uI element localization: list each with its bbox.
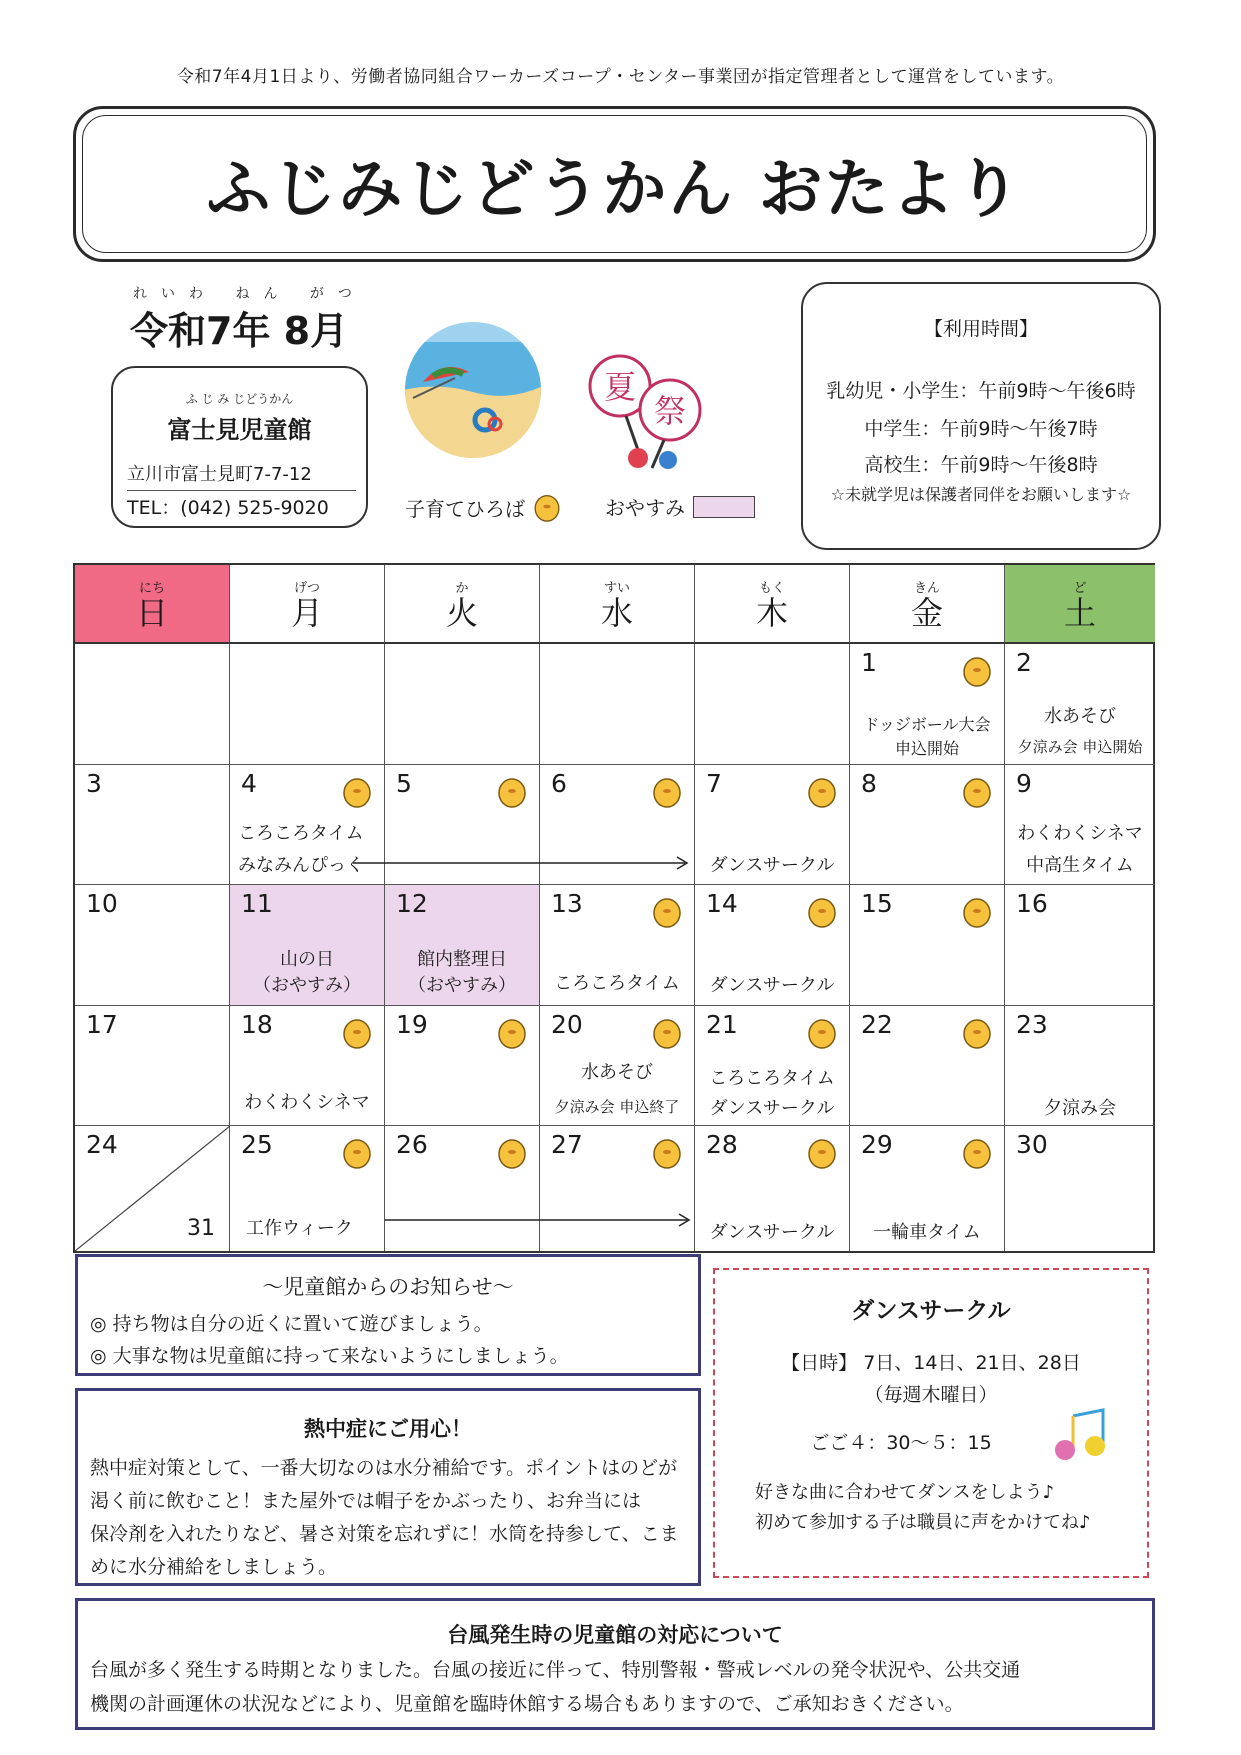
chick-icon: [497, 1136, 527, 1169]
date-ruby: れいわ ねん がつ: [133, 286, 366, 302]
title-frame: [73, 106, 1156, 262]
chick-icon: [807, 1136, 837, 1169]
calendar-cell-day-15: 15: [850, 885, 1005, 1006]
day-31: 31: [187, 1216, 215, 1241]
calendar-cell-day-30: 30: [1016, 1130, 1048, 1159]
event: 中高生タイム: [1026, 855, 1134, 876]
heatstroke-line: めに水分補給をしましょう。: [90, 1556, 338, 1578]
event: ダンスサークル: [709, 1222, 835, 1243]
calendar-cell-day-6: 6: [540, 765, 695, 885]
chick-icon: [652, 1136, 682, 1169]
chick-icon: [807, 1016, 837, 1049]
event: ダンスサークル: [709, 855, 835, 876]
facility-address: 立川市富士見町7-7-12: [127, 464, 312, 485]
calendar-cell-day-13: 13 ころころタイム: [540, 885, 695, 1006]
calendar-cell-day-3: 3: [75, 765, 230, 885]
calendar-cell-day-18: 18 わくわくシネマ: [230, 1006, 385, 1126]
event: みなみんぴっく: [238, 855, 364, 876]
event: 館内整理日: [417, 949, 507, 970]
heatstroke-line: 熱中症対策として、一番大切なのは水分補給です。ポイントはのどが: [90, 1457, 678, 1479]
facility-ruby: ふ じ み じどうかん: [185, 392, 294, 406]
calendar-cell-day-21: 21 ころころタイム ダンスサークル: [695, 1006, 850, 1126]
management-notice: 令和7年4月1日より、労働者協同組合ワーカーズコープ・センター事業団が指定管理者として運営をしています。: [176, 67, 1065, 87]
calendar-cell-day-29: 29 一輪車タイム: [850, 1126, 1005, 1251]
calendar-cell-day-23: 23 夕涼み会: [1005, 1006, 1155, 1126]
newsletter-title: ふじみじどうかん おたより: [206, 153, 1023, 227]
event: 山の日: [280, 949, 334, 970]
event: 水あそび: [1044, 706, 1116, 727]
typhoon-line: 機関の計画運休の状況などにより、児童館を臨時休館する場合もありますので、ご承知おきください。: [90, 1693, 964, 1715]
august-calendar: [73, 563, 1155, 1253]
summer-festival-fans-illustration: [578, 350, 718, 480]
header-thursday: もく 木: [695, 565, 850, 644]
chick-icon: [497, 1016, 527, 1049]
calendar-cell-day-17: 17: [75, 1006, 230, 1126]
calendar-cell-day-11: 11 山の日 （おやすみ）: [230, 885, 385, 1006]
hours-junior-high: 中学生：午前9時～午後7時: [864, 418, 1098, 440]
calendar-cell-day-24-31: 24 31: [75, 1126, 230, 1251]
calendar-cell-day-20: 20 水あそび 夕涼み会 申込終了: [540, 1006, 695, 1126]
chick-icon: [652, 775, 682, 808]
calendar-cell-day-7: 7 ダンスサークル: [695, 765, 850, 885]
chick-icon: [652, 895, 682, 928]
continuation-arrow: [385, 1213, 695, 1227]
holiday-color-swatch: [693, 496, 755, 518]
notice-line: ◎ 持ち物は自分の近くに置いて遊びましょう。: [90, 1313, 493, 1335]
calendar-cell-day-9: 9 わくわくシネマ 中高生タイム: [1005, 765, 1155, 885]
legend-kosodate: [405, 492, 561, 522]
event: （おやすみ）: [408, 975, 516, 996]
music-note-icon: [1051, 1408, 1111, 1462]
dance-note: 初めて参加する子は職員に声をかけてね♪: [755, 1512, 1091, 1533]
event: 一輪車タイム: [873, 1222, 981, 1243]
issue-date: 令和7年 8月: [130, 309, 349, 353]
chick-icon: [342, 775, 372, 808]
hours-title: 【利用時間】: [923, 318, 1038, 340]
calendar-cell-empty: [75, 644, 230, 765]
typhoon-panel: [75, 1598, 1155, 1730]
calendar-cell-day-12: 12 館内整理日 （おやすみ）: [385, 885, 540, 1006]
chick-icon: [962, 1016, 992, 1049]
event: ころころタイム: [238, 823, 364, 844]
event: 夕涼み会 申込終了: [554, 1098, 680, 1116]
event: ドッジボール大会: [863, 715, 991, 734]
chick-icon: [807, 775, 837, 808]
header-friday: きん 金: [850, 565, 1005, 644]
dance-weekly: （毎週木曜日）: [864, 1384, 998, 1406]
calendar-cell-day-26: 26: [385, 1126, 540, 1251]
dance-time: ごご４：30～５：15: [810, 1432, 992, 1454]
calendar-cell-day-27: 27: [540, 1126, 695, 1251]
dance-note: 好きな曲に合わせてダンスをしよう♪: [755, 1482, 1055, 1503]
calendar-cell-empty: [540, 644, 695, 765]
notices-panel: [75, 1254, 701, 1376]
notices-title: ～児童館からのお知らせ～: [262, 1275, 514, 1299]
event: 夕涼み会 申込開始: [1017, 738, 1143, 756]
calendar-cell-day-1: 1 ドッジボール大会 申込開始: [850, 644, 1005, 765]
svg-text:夏: 夏: [603, 368, 637, 406]
header-saturday: ど 土: [1005, 565, 1155, 644]
calendar-cell-empty: [695, 644, 850, 765]
typhoon-title: 台風発生時の児童館の対応について: [447, 1623, 783, 1647]
chick-icon: [962, 775, 992, 808]
event: ころころタイム: [554, 973, 680, 994]
calendar-cell-day-19: 19: [385, 1006, 540, 1126]
hours-high-school: 高校生：午前9時～午後8時: [864, 454, 1098, 476]
event: ダンスサークル: [709, 975, 835, 996]
heatstroke-panel: [75, 1388, 701, 1586]
chick-icon: [962, 654, 992, 687]
calendar-cell-day-4: 4 ころころタイム みなみんぴっく: [230, 765, 385, 885]
event: （おやすみ）: [253, 975, 361, 996]
event: わくわくシネマ: [1017, 823, 1143, 844]
chick-icon: [342, 1136, 372, 1169]
calendar-cell-day-22: 22: [850, 1006, 1005, 1126]
chick-icon: [533, 492, 561, 522]
chick-icon: [962, 1136, 992, 1169]
chick-icon: [807, 895, 837, 928]
header-monday: げつ 月: [230, 565, 385, 644]
facility-info: [111, 366, 368, 528]
chick-icon: [962, 895, 992, 928]
event: ダンスサークル: [709, 1098, 835, 1119]
event: ころころタイム: [709, 1068, 835, 1089]
calendar-cell-day-16: 16: [1005, 885, 1155, 1006]
typhoon-line: 台風が多く発生する時期となりました。台風の接近に伴って、特別警報・警戒レベルの発令状況や、公共交通: [90, 1659, 1021, 1681]
facility-tel: TEL：(042) 525-9020: [127, 490, 356, 520]
dance-dates: 【日時】 7日、14日、21日、28日: [781, 1352, 1081, 1374]
legend-oyasumi-label: おやすみ: [605, 496, 685, 520]
calendar-cell-day-2: 2 水あそび 夕涼み会 申込開始: [1005, 644, 1155, 765]
calendar-cell-day-5: 5: [385, 765, 540, 885]
beach-illustration: [403, 320, 543, 460]
event: 工作ウィーク: [246, 1218, 353, 1239]
legend-kosodate-label: 子育てひろば: [405, 496, 525, 521]
chick-icon: [652, 1016, 682, 1049]
event: 水あそび: [581, 1062, 653, 1083]
continuation-arrow: [353, 856, 693, 870]
calendar-cell-empty: [385, 644, 540, 765]
calendar-cell-day-25: 25 工作ウィーク: [230, 1126, 385, 1251]
calendar-cell-day-14: 14 ダンスサークル: [695, 885, 850, 1006]
hours-note: ☆未就学児は保護者同伴をお願いします☆: [830, 485, 1132, 504]
header-tuesday: か 火: [385, 565, 540, 644]
dance-circle-panel: [713, 1268, 1149, 1578]
header-wednesday: すい 水: [540, 565, 695, 644]
event: わくわくシネマ: [244, 1092, 370, 1113]
calendar-cell-day-10: 10: [75, 885, 230, 1006]
heatstroke-line: 渇く前に飲むこと！また屋外では帽子をかぶったり、お弁当には: [90, 1490, 642, 1512]
opening-hours: [801, 282, 1161, 550]
heatstroke-title: 熱中症にご用心！: [304, 1417, 472, 1441]
header-sunday: にち 日: [75, 565, 230, 644]
heatstroke-line: 保冷剤を入れたりなど、暑さ対策を忘れずに！水筒を持参して、こま: [90, 1523, 679, 1545]
facility-name: 富士見児童館: [167, 416, 312, 444]
svg-text:祭: 祭: [653, 392, 687, 430]
legend-oyasumi: [605, 492, 755, 521]
event: 夕涼み会: [1044, 1098, 1116, 1119]
chick-icon: [497, 775, 527, 808]
calendar-cell-day-28: 28 ダンスサークル: [695, 1126, 850, 1251]
calendar-cell-empty: [230, 644, 385, 765]
calendar-cell-day-8: 8: [850, 765, 1005, 885]
event: 申込開始: [894, 739, 959, 758]
chick-icon: [342, 1016, 372, 1049]
dance-title: ダンスサークル: [851, 1298, 1011, 1324]
hours-elementary: 乳幼児・小学生：午前9時～午後6時: [826, 380, 1136, 402]
notice-line: ◎ 大事な物は児童館に持って来ないようにしましょう。: [90, 1345, 569, 1367]
